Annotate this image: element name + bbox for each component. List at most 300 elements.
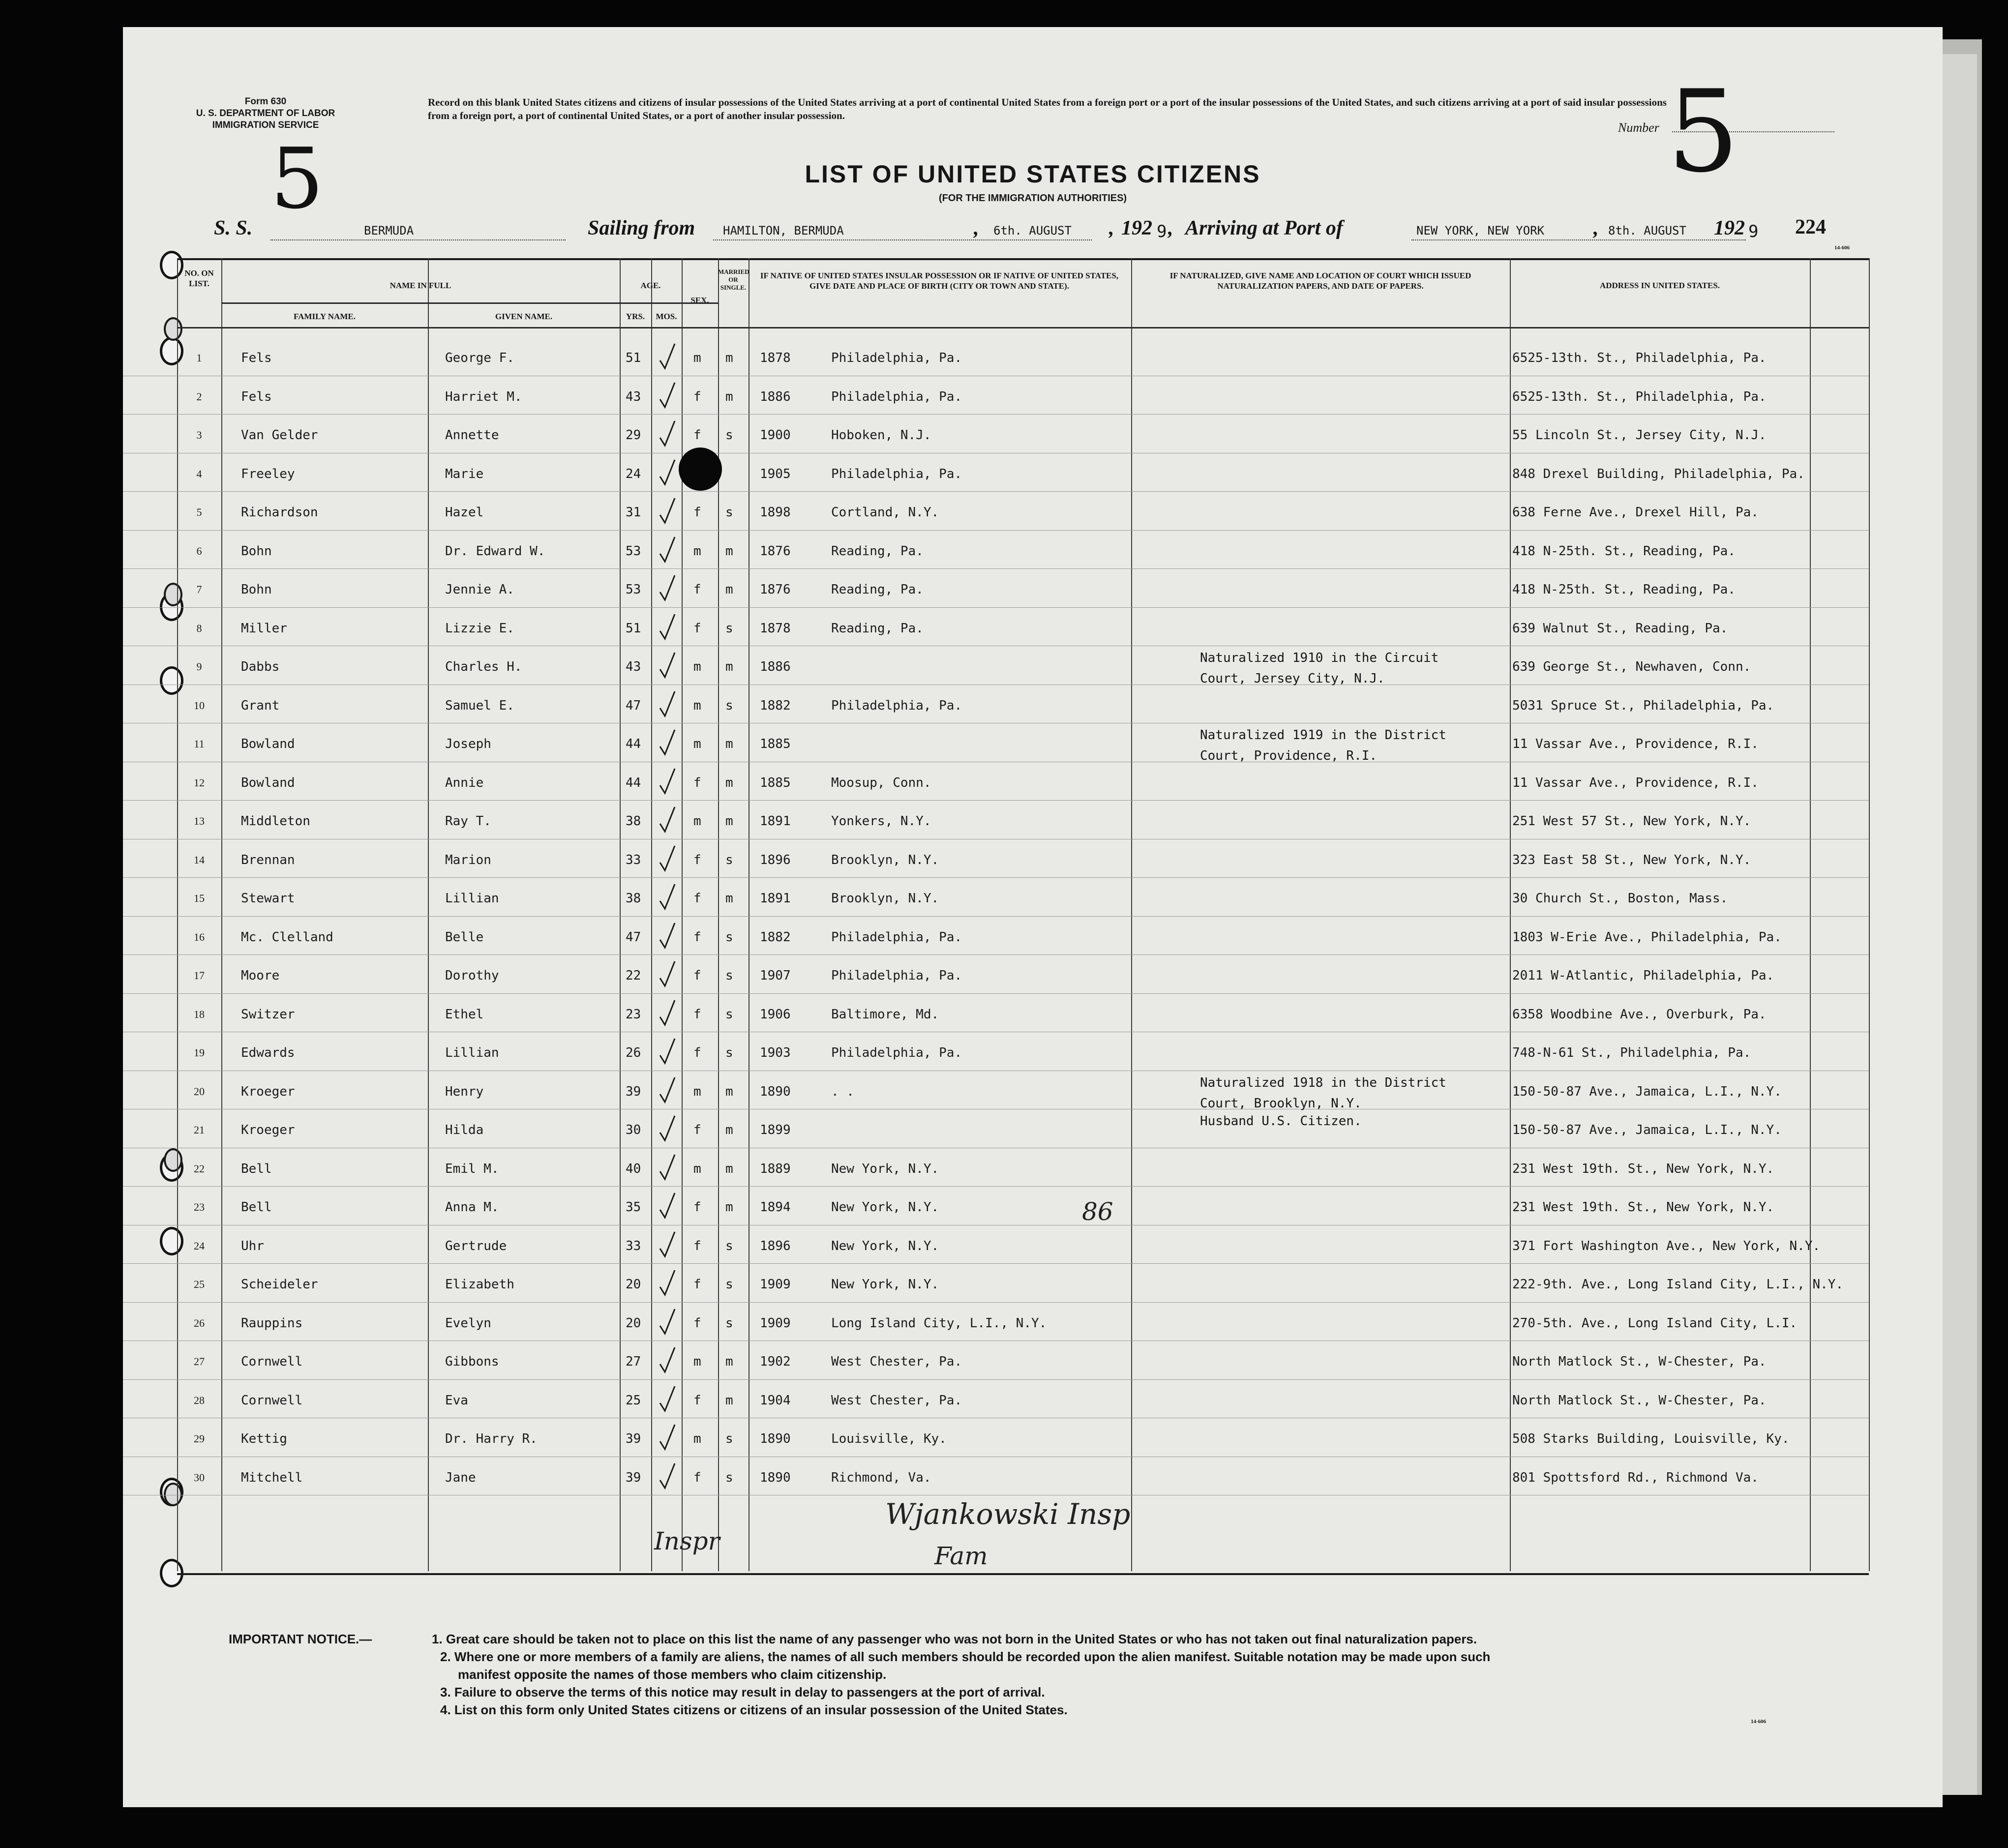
birth-year: 1885 (760, 775, 791, 790)
sex: f (693, 582, 701, 597)
marital-status: s (725, 929, 733, 945)
age-years: 22 (626, 968, 641, 983)
table-row (123, 1457, 1869, 1496)
naturalization-line: Naturalized 1918 in the District (1200, 1075, 1446, 1090)
sex: f (693, 1200, 701, 1215)
form-code: 14-606 (1751, 1719, 1767, 1725)
age-years: 43 (626, 389, 641, 404)
address: 638 Ferne Ave., Drexel Hill, Pa. (1512, 505, 1759, 520)
naturalization-line: Court, Brooklyn, N.Y. (1200, 1096, 1362, 1111)
birth-place: Brooklyn, N.Y. (831, 852, 939, 867)
row-number: 6 (196, 544, 202, 557)
family-name: Kroeger (241, 1123, 295, 1137)
row-number: 21 (194, 1124, 205, 1136)
inspector-mark: Fam (934, 1542, 988, 1570)
age-years: 47 (626, 698, 641, 713)
table-row (123, 1225, 1869, 1264)
row-number: 19 (194, 1046, 205, 1059)
header-sex: SEX. (690, 296, 709, 305)
marital-status: m (725, 351, 733, 365)
check-mark (659, 689, 676, 719)
table-row (123, 839, 1869, 878)
sex: f (693, 891, 701, 906)
sex: f (693, 621, 701, 636)
row-number: 16 (194, 930, 205, 943)
given-name: Charles H. (445, 659, 522, 674)
address: 231 West 19th. St., New York, N.Y. (1512, 1161, 1774, 1176)
naturalization-note (1200, 1111, 1362, 1132)
birth-place: Moosup, Conn. (831, 775, 931, 790)
header-address: ADDRESS IN UNITED STATES. (1599, 281, 1720, 290)
age-years: 40 (626, 1161, 641, 1176)
birth-year: 1882 (760, 698, 791, 713)
check-mark (659, 805, 676, 835)
row-number: 27 (194, 1355, 205, 1368)
birth-place: Reading, Pa. (831, 621, 924, 636)
birth-year: 1891 (760, 814, 791, 829)
given-name: Gibbons (445, 1354, 499, 1369)
given-name: Lillian (445, 1045, 499, 1060)
age-years: 29 (626, 428, 641, 443)
check-mark (659, 419, 676, 448)
family-name: Miller (241, 621, 287, 636)
family-name: Brennan (241, 852, 295, 867)
family-name: Rauppins (241, 1315, 303, 1331)
notice-item-4: 4. List on this form only United States citizens or citizens of an insular possession of the United States. (440, 1702, 1068, 1717)
table-row (123, 1071, 1869, 1110)
birth-year: 1886 (760, 389, 791, 404)
arrival-port: NEW YORK, NEW YORK (1416, 224, 1545, 238)
naturalization-line: Court, Providence, R.I. (1200, 748, 1378, 763)
check-mark (659, 612, 676, 642)
age-years: 51 (626, 351, 641, 365)
marital-status: s (725, 505, 733, 520)
row-number: 24 (194, 1239, 205, 1252)
arriving-label: Arriving at Port of (1185, 217, 1343, 239)
given-name: Samuel E. (445, 698, 514, 713)
birth-year: 1882 (760, 929, 791, 945)
arrival-date: 8th. AUGUST (1608, 224, 1686, 238)
sex: f (693, 389, 701, 404)
table-row (123, 491, 1869, 531)
table-row (123, 1148, 1869, 1187)
birth-place: Yonkers, N.Y. (831, 814, 931, 829)
table-row (123, 1302, 1869, 1341)
given-name: Lillian (445, 891, 499, 906)
address: 5031 Spruce St., Philadelphia, Pa. (1512, 698, 1774, 713)
birth-year: 1894 (760, 1200, 791, 1215)
check-mark (659, 1461, 676, 1491)
header-name-in-full: NAME IN FULL (390, 281, 451, 290)
given-name: Ethel (445, 1007, 484, 1022)
birth-year: 1885 (760, 737, 791, 751)
birth-place: Brooklyn, N.Y. (831, 891, 939, 906)
table-row (123, 1032, 1869, 1071)
marital-status: s (725, 1045, 733, 1060)
preamble-text: Record on this blank United States citizens and citizens of insular possessions of the United States arriving at a port of continental United States from a foreign port or a port of the insular possessions of the United States, and such citizens arriving at a port of said insular possessions from a foreign port, a port of continental United States, or a port of another insular possession. (428, 96, 1667, 121)
sailing-label: Sailing from (588, 217, 695, 239)
sex: m (693, 1354, 701, 1369)
family-name: Fels (241, 351, 272, 365)
marital-status: m (725, 737, 733, 751)
marital-status: m (725, 891, 733, 906)
check-mark (659, 728, 676, 757)
address: 11 Vassar Ave., Providence, R.I. (1512, 737, 1759, 751)
birth-year: 1896 (760, 852, 791, 867)
notice-item-1: 1. Great care should be taken not to place on this list the name of any passenger who was not born in the United States or who has not taken out final naturalization papers. (432, 1632, 1477, 1646)
birth-place: Philadelphia, Pa. (831, 929, 962, 945)
birth-year: 1906 (760, 1007, 791, 1022)
notice-item-3: 3. Failure to observe the terms of this notice may result in delay to passengers at the port of arrival. (440, 1685, 1045, 1699)
given-name: Marie (445, 466, 484, 481)
row-number: 26 (194, 1316, 205, 1329)
birth-year: 1903 (760, 1045, 791, 1060)
check-mark (659, 1345, 676, 1375)
given-name: Dr. Edward W. (445, 543, 545, 559)
marital-status: s (725, 1470, 733, 1485)
given-name: Lizzie E. (445, 621, 514, 636)
given-name: Dorothy (445, 968, 499, 983)
family-name: Cornwell (241, 1354, 303, 1369)
birth-year: 1878 (760, 351, 791, 365)
address: 150-50-87 Ave., Jamaica, L.I., N.Y. (1512, 1123, 1782, 1137)
birth-place: New York, N.Y. (831, 1238, 939, 1253)
family-name: Scheideler (241, 1277, 318, 1292)
address: 639 George St., Newhaven, Conn. (1512, 659, 1751, 674)
naturalization-line: Naturalized 1910 in the Circuit (1200, 651, 1439, 665)
family-name: Mitchell (241, 1470, 303, 1485)
row-number: 14 (194, 853, 205, 866)
sex: f (693, 1238, 701, 1253)
address: 748-N-61 St., Philadelphia, Pa. (1512, 1045, 1751, 1060)
check-mark (659, 651, 676, 680)
family-name: Kettig (241, 1431, 287, 1446)
address: 6525-13th. St., Philadelphia, Pa. (1512, 389, 1767, 404)
birth-year: 1891 (760, 891, 791, 906)
family-name: Fels (241, 389, 272, 404)
birth-place: Reading, Pa. (831, 543, 924, 559)
sheet-number: 224 (1795, 216, 1826, 238)
address: 371 Fort Washington Ave., New York, N.Y. (1512, 1238, 1821, 1253)
row-number: 29 (194, 1432, 205, 1445)
marital-status: m (725, 543, 733, 559)
birth-place: Philadelphia, Pa. (831, 698, 962, 713)
given-name: Ray T. (445, 814, 491, 829)
header-age: AGE. (640, 281, 661, 290)
row-number: 4 (196, 467, 202, 480)
age-years: 25 (626, 1393, 641, 1408)
header-married-single: MARRIED OR SINGLE. (718, 268, 749, 291)
marital-status: s (725, 1431, 733, 1446)
birth-place: Philadelphia, Pa. (831, 351, 962, 365)
birth-place: Philadelphia, Pa. (831, 389, 962, 404)
from-port: HAMILTON, BERMUDA (723, 224, 844, 238)
check-mark (659, 342, 676, 371)
age-years: 31 (626, 505, 641, 520)
given-name: Anna M. (445, 1200, 499, 1215)
marital-status: m (725, 814, 733, 829)
service-name: IMMIGRATION SERVICE (212, 120, 319, 130)
age-years: 53 (626, 543, 641, 559)
notice-item-2-cont: manifest opposite the names of those members who claim citizenship. (458, 1667, 887, 1682)
ship-line (270, 239, 566, 240)
check-mark (659, 1037, 676, 1066)
row-number: 22 (194, 1162, 205, 1175)
table-row (123, 1109, 1869, 1148)
table-row (123, 1263, 1869, 1303)
table-row (123, 916, 1869, 955)
sex: f (693, 1277, 701, 1292)
birth-place: Reading, Pa. (831, 582, 924, 597)
printer-note: 14-606 (1834, 245, 1850, 251)
page-title: LIST OF UNITED STATES CITIZENS (805, 160, 1261, 188)
marital-status: m (725, 1123, 733, 1137)
marital-status: s (725, 1238, 733, 1253)
arrival-year-suffix: 9 (1748, 222, 1759, 241)
given-name: Jennie A. (445, 582, 514, 597)
table-row (123, 607, 1869, 647)
table-row (123, 1341, 1869, 1380)
marital-status: m (725, 1200, 733, 1215)
ss-label: S. S. (214, 217, 253, 239)
marital-status: m (725, 582, 733, 597)
marital-status: s (725, 968, 733, 983)
given-name: Annette (445, 428, 499, 443)
address: 231 West 19th. St., New York, N.Y. (1512, 1200, 1774, 1215)
family-name: Freeley (241, 466, 295, 481)
age-years: 35 (626, 1200, 641, 1215)
marital-status: s (725, 698, 733, 713)
age-years: 27 (626, 1354, 641, 1369)
header-mos: MOS. (656, 312, 677, 321)
marital-status: s (725, 1277, 733, 1292)
age-years: 53 (626, 582, 641, 597)
marital-status: m (725, 1393, 733, 1408)
sex: f (693, 505, 701, 520)
birth-year: 1890 (760, 1431, 791, 1446)
check-mark (659, 1230, 676, 1259)
birth-year: 1890 (760, 1470, 791, 1485)
family-name: Richardson (241, 505, 318, 520)
given-name: Henry (445, 1084, 484, 1099)
row-number: 30 (194, 1471, 205, 1484)
birth-year: 1886 (760, 659, 791, 674)
address: 150-50-87 Ave., Jamaica, L.I., N.Y. (1512, 1084, 1782, 1099)
address: 2011 W-Atlantic, Philadelphia, Pa. (1512, 968, 1774, 983)
address: 6358 Woodbine Ave., Overburk, Pa. (1512, 1007, 1767, 1022)
family-name: Mc. Clelland (241, 929, 333, 945)
age-years: 33 (626, 1238, 641, 1253)
arrival-port-line (1411, 239, 1746, 240)
header-given-name: GIVEN NAME. (495, 312, 553, 321)
birth-year: 1898 (760, 505, 791, 520)
check-mark (659, 1191, 676, 1221)
check-mark (659, 1153, 676, 1182)
row-number: 18 (194, 1008, 205, 1020)
check-mark (659, 1423, 676, 1452)
family-name: Bowland (241, 737, 295, 751)
sex: f (693, 1315, 701, 1331)
row-number: 8 (196, 622, 202, 634)
handwritten-number: 5 (1667, 66, 1739, 198)
given-name: Emil M. (445, 1161, 499, 1176)
given-name: Hazel (445, 505, 484, 520)
header-birth: IF NATIVE OF UNITED STATES INSULAR POSSESSION OR IF NATIVE OF UNITED STATES, GIVE DATE AND PLACE OF BIRTH (CITY OR TOWN AND STATE). (760, 271, 1119, 291)
sex: f (693, 929, 701, 945)
check-mark (659, 1307, 676, 1337)
age-years: 44 (626, 775, 641, 790)
age-years: 30 (626, 1123, 641, 1137)
row-number: 5 (196, 506, 202, 518)
naturalization-note (1200, 1073, 1446, 1114)
check-mark (659, 1114, 676, 1143)
handwritten-list-number: 5 (270, 130, 324, 228)
address: 270-5th. Ave., Long Island City, L.I. (1512, 1315, 1798, 1331)
given-name: Joseph (445, 737, 491, 751)
form-number: Form 630 (244, 96, 287, 107)
age-years: 47 (626, 929, 641, 945)
sex: f (693, 852, 701, 867)
address: 508 Starks Building, Louisville, Ky. (1512, 1431, 1790, 1446)
marital-status: s (725, 1007, 733, 1022)
birth-place: Louisville, Ky. (831, 1431, 947, 1446)
naturalization-note (1200, 648, 1439, 689)
notice-item-2: 2. Where one or more members of a family are aliens, the names of all such members should be recorded upon the alien manifest. Suitable notation may be made upon such (440, 1649, 1491, 1664)
marital-status: s (725, 428, 733, 443)
table-row (123, 800, 1869, 839)
check-mark (659, 998, 676, 1028)
birth-place: Philadelphia, Pa. (831, 1045, 962, 1060)
address: 30 Church St., Boston, Mass. (1512, 891, 1728, 906)
table-row (123, 1418, 1869, 1457)
address: 222-9th. Ave., Long Island City, L.I., N.Y. (1512, 1277, 1844, 1292)
age-years: 51 (626, 621, 641, 636)
address: 1803 W-Erie Ave., Philadelphia, Pa. (1512, 929, 1782, 945)
address: 639 Walnut St., Reading, Pa. (1512, 621, 1728, 636)
given-name: Marion (445, 852, 491, 867)
check-mark (659, 1268, 676, 1298)
family-name: Uhr (241, 1238, 264, 1253)
sex: f (693, 1007, 701, 1022)
marital-status: m (725, 1161, 733, 1176)
sex: m (693, 543, 701, 559)
address: 848 Drexel Building, Philadelphia, Pa. (1512, 466, 1805, 481)
depart-year-suffix: 9 (1157, 222, 1167, 241)
sex: m (693, 737, 701, 751)
age-years: 43 (626, 659, 641, 674)
table-row (123, 993, 1869, 1033)
row-number: 15 (194, 892, 205, 904)
address: 418 N-25th. St., Reading, Pa. (1512, 582, 1736, 597)
age-years: 33 (626, 852, 641, 867)
table-row (123, 530, 1869, 569)
table-row (123, 646, 1869, 685)
row-number: 28 (194, 1394, 205, 1406)
birth-year: 1896 (760, 1238, 791, 1253)
table-row (123, 762, 1869, 801)
age-years: 38 (626, 814, 641, 829)
family-name: Dabbs (241, 659, 280, 674)
manifest-sheet: Form 630 U. S. DEPARTMENT OF LABOR IMMIGRATION SERVICE 5 Record on this blank United States citizens and citizens of insular possessions of the United States arriving at a port of continental United States from a foreign port or a port of the insular possessions of the United States, and such citizens arriving at a port of said insular possessions from a foreign port, a port of continental United States, or a port of another insular possession. Number 5 LIST OF UNITED STATES CITIZENS (FOR THE IMMIGRATION AUTHORITIES) S. S. BERMUDA Sailing from HAMILTON, BERMUDA , 6th. AUGUST , 192 9 , Arriving at Port of NEW YORK, NEW YORK , 8th. AUGUST 192 9 224 14-606 NO. ON LIST. NAME IN FULL FAMILY NAME. GIVEN NAME. AGE. YRS. MOS. SEX. MARRIED OR SINGLE. IF NATIVE OF UNITED STATES INSULAR POSSESSION OR IF NATIVE OF UNITED STATES, GIVE DATE AND PLACE OF BIRTH (CITY OR TOWN AND STATE). IF NATURALIZED, GIVE NAME AND LOCATION OF COURT WHICH ISSUED NATURALIZATION PAPERS, AND DATE OF PAPERS. ADDRESS IN UNITED STATES. 1 Fels George F. 51 m m 1878 Philadelphia, Pa. 6525-13th. St., Philadelphia, Pa. 2 Fels Harriet M. 43 f m 1886 Philadelphia, Pa. 6525-13th. St., Philadelphia, Pa. 3 Van Gelder Annette 29 f s 1900 Hoboken, N.J. 55 Lincoln St., Jersey City, N.J. 4 Freeley Marie 24 1905 Philadelphia, Pa. 848 Drexel Building, Philadelphia, Pa. 5 Richardson Hazel 31 f s 1898 Cortland, N.Y. 638 Ferne Ave., Drexel Hill, Pa. 6 Bohn Dr. Edward W. 53 m m 1876 Reading, Pa. 418 N-25th. St., Reading, Pa. 7 Bohn Jennie A. 53 f m 1876 Reading, Pa. 418 N-25th. St., Reading, Pa. 8 Miller Lizzie E. 51 f s 1878 Reading, Pa. 639 Walnut St., Reading, Pa. 9 Dabbs Charles H. 43 m m 1886 639 George St., Newhaven, Conn. 10 Grant Samuel E. 47 m s 1882 Philadelphia, Pa. 5031 Spruce St., Philadelphia, Pa. 11 Bowland Joseph 44 m m 1885 11 Vassar Ave., Providence, R.I. 12 Bowland Annie 44 f m 1885 Moosup, Conn. 11 Vassar Ave., Providence, R.I. 13 Middleton Ray T. 38 m m 1891 Yonkers, N.Y. 251 West 57 St., New York, N.Y. 14 Brennan Marion 33 f s 1896 Brooklyn, N.Y. 323 East 58 St., New York, N.Y. 15 Stewart Lillian 38 f m 1891 Brooklyn, N.Y. 30 Church St., Boston, Mass. 16 Mc. Clelland Belle 47 f s 1882 Philadelphia, Pa. 1803 W-Erie Ave., Philadelphia, Pa. 17 Moore Dorothy 22 f s 1907 Philadelphia, Pa. 2011 W-Atlantic, Philadelphia, Pa. 18 Switzer Ethel 23 f s 1906 Baltimore, Md. 6358 Woodbine Ave., Overburk, Pa. 19 Edwards Lillian 26 f s 1903 Philadelphia, Pa. 748-N-61 St., Philadelphia, Pa. 20 Kroeger Henry 39 m m 1890 . . 150-50-87 Ave., Jamaica, L.I., N.Y. 21 Kroeger Hilda 30 f m 1899 150-50-87 Ave., Jamaica, L.I., N.Y. 22 Bell Emil M. 40 m m 1889 New York, N.Y. 231 West 19th. St., New York, N.Y. 23 Bell Anna M. 35 f m 1894 New York, N.Y. 231 West 19th. St., New York, N.Y. 24 Uhr Gertrude 33 f s 1896 New York, N.Y. 371 Fort Washington Ave., New York, N.Y. 25 Scheideler Elizabeth 20 f s 1909 New York, N.Y. 222-9th. Ave., Long Island City, L.I., N.Y. 26 Rauppins Evelyn 20 f s 1909 Long Island City, L.I., N.Y. 270-5th. Ave., Long Island City, L.I. 27 Cornwell Gibbons 27 m m 1902 West Chester, Pa. North Matlock St., W-Chester, Pa. 28 Cornwell Eva 25 f m 1904 West Chester, Pa. North Matlock St., W-Chester, Pa. 29 Kettig Dr. Harry R. 39 m s 1890 Louisville, Ky. 508 Starks Building, Louisville, Ky. 30 Mitchell Jane 39 f s 1890 Richmond, Va. 801 Spottsford Rd., Richmond Va. Naturalized 1910 in the Circuit Court, Jersey City, N.J. Naturalized 1919 in the District Court, Providence, R.I. Naturalized 1918 in the District Court, Brooklyn, N.Y. Husband U.S. Citizen. 86 Wjankowski Insp Inspr Fam IMPORTANT NOTICE.— 1. Great care should be taken not to place on this list the name of any passenger who was not born in the United States or who has not taken out final naturalization papers. 2. Where one or more members of a family are aliens, the names of all such members should be recorded upon the alien manifest. Suitable notation may be made upon such manifest opposite the names of those members who claim citizenship. 3. Failure to observe the terms of this notice may result in delay to passengers at the port of arrival. 4. List on this form only United States citizens or citizens of an insular possession of the United States. 14-606 (123, 27, 1943, 1807)
sex: f (693, 1123, 701, 1137)
sex: m (693, 659, 701, 674)
row-number: 2 (196, 390, 202, 403)
given-name: Eva (445, 1393, 468, 1408)
table-row (123, 723, 1869, 762)
birth-place: New York, N.Y. (831, 1161, 939, 1176)
table-row (123, 337, 1869, 376)
family-name: Switzer (241, 1007, 295, 1022)
given-name: Hilda (445, 1123, 484, 1137)
row-number: 3 (196, 429, 202, 441)
table-row (123, 568, 1869, 608)
family-name: Bohn (241, 582, 272, 597)
birth-place: Long Island City, L.I., N.Y. (831, 1315, 1047, 1331)
family-name: Stewart (241, 891, 295, 906)
birth-year: 1899 (760, 1123, 791, 1137)
check-mark (659, 1075, 676, 1105)
from-port-line (713, 239, 1092, 240)
ink-blot (679, 447, 722, 491)
sex: m (693, 814, 701, 829)
birth-year: 1878 (760, 621, 791, 636)
sex: f (693, 1045, 701, 1060)
birth-year: 1904 (760, 1393, 791, 1408)
birth-place: West Chester, Pa. (831, 1354, 962, 1369)
address: 251 West 57 St., New York, N.Y. (1512, 814, 1751, 829)
row-number: 12 (194, 776, 205, 789)
header-naturalized: IF NATURALIZED, GIVE NAME AND LOCATION OF COURT WHICH ISSUED NATURALIZATION PAPERS, AND DATE OF PAPERS. (1169, 271, 1471, 291)
sex: f (693, 968, 701, 983)
marital-status: s (725, 852, 733, 867)
birth-place: Hoboken, N.J. (831, 428, 931, 443)
birth-year: 1902 (760, 1354, 791, 1369)
birth-year: 1890 (760, 1084, 791, 1099)
birth-place: Baltimore, Md. (831, 1007, 939, 1022)
birth-place: New York, N.Y. (831, 1277, 939, 1292)
row-number: 11 (194, 738, 205, 750)
birth-year: 1909 (760, 1277, 791, 1292)
age-years: 39 (626, 1431, 641, 1446)
age-years: 39 (626, 1084, 641, 1099)
check-mark (659, 921, 676, 951)
birth-place: Philadelphia, Pa. (831, 968, 962, 983)
birth-place: Richmond, Va. (831, 1470, 931, 1485)
given-name: Evelyn (445, 1315, 491, 1331)
row-number: 23 (194, 1201, 205, 1213)
row-number: 17 (194, 969, 205, 982)
sex: f (693, 775, 701, 790)
table-row (123, 954, 1869, 994)
row-number: 10 (194, 699, 205, 712)
header-no: NO. ON LIST. (184, 268, 214, 288)
age-years: 39 (626, 1470, 641, 1485)
sex: m (693, 351, 701, 365)
department-name: U. S. DEPARTMENT OF LABOR (196, 108, 335, 119)
age-years: 24 (626, 466, 641, 481)
marital-status: m (725, 659, 733, 674)
header-family-name: FAMILY NAME. (294, 312, 356, 321)
notice-heading: IMPORTANT NOTICE.— (229, 1632, 372, 1646)
birth-place: Philadelphia, Pa. (831, 466, 962, 481)
page-subtitle: (FOR THE IMMIGRATION AUTHORITIES) (938, 193, 1127, 204)
depart-year-prefix: 192 (1121, 217, 1152, 239)
address: 418 N-25th. St., Reading, Pa. (1512, 543, 1736, 559)
address: 6525-13th. St., Philadelphia, Pa. (1512, 351, 1767, 365)
family-name: Kroeger (241, 1084, 295, 1099)
given-name: Jane (445, 1470, 476, 1485)
sex: f (693, 1393, 701, 1408)
